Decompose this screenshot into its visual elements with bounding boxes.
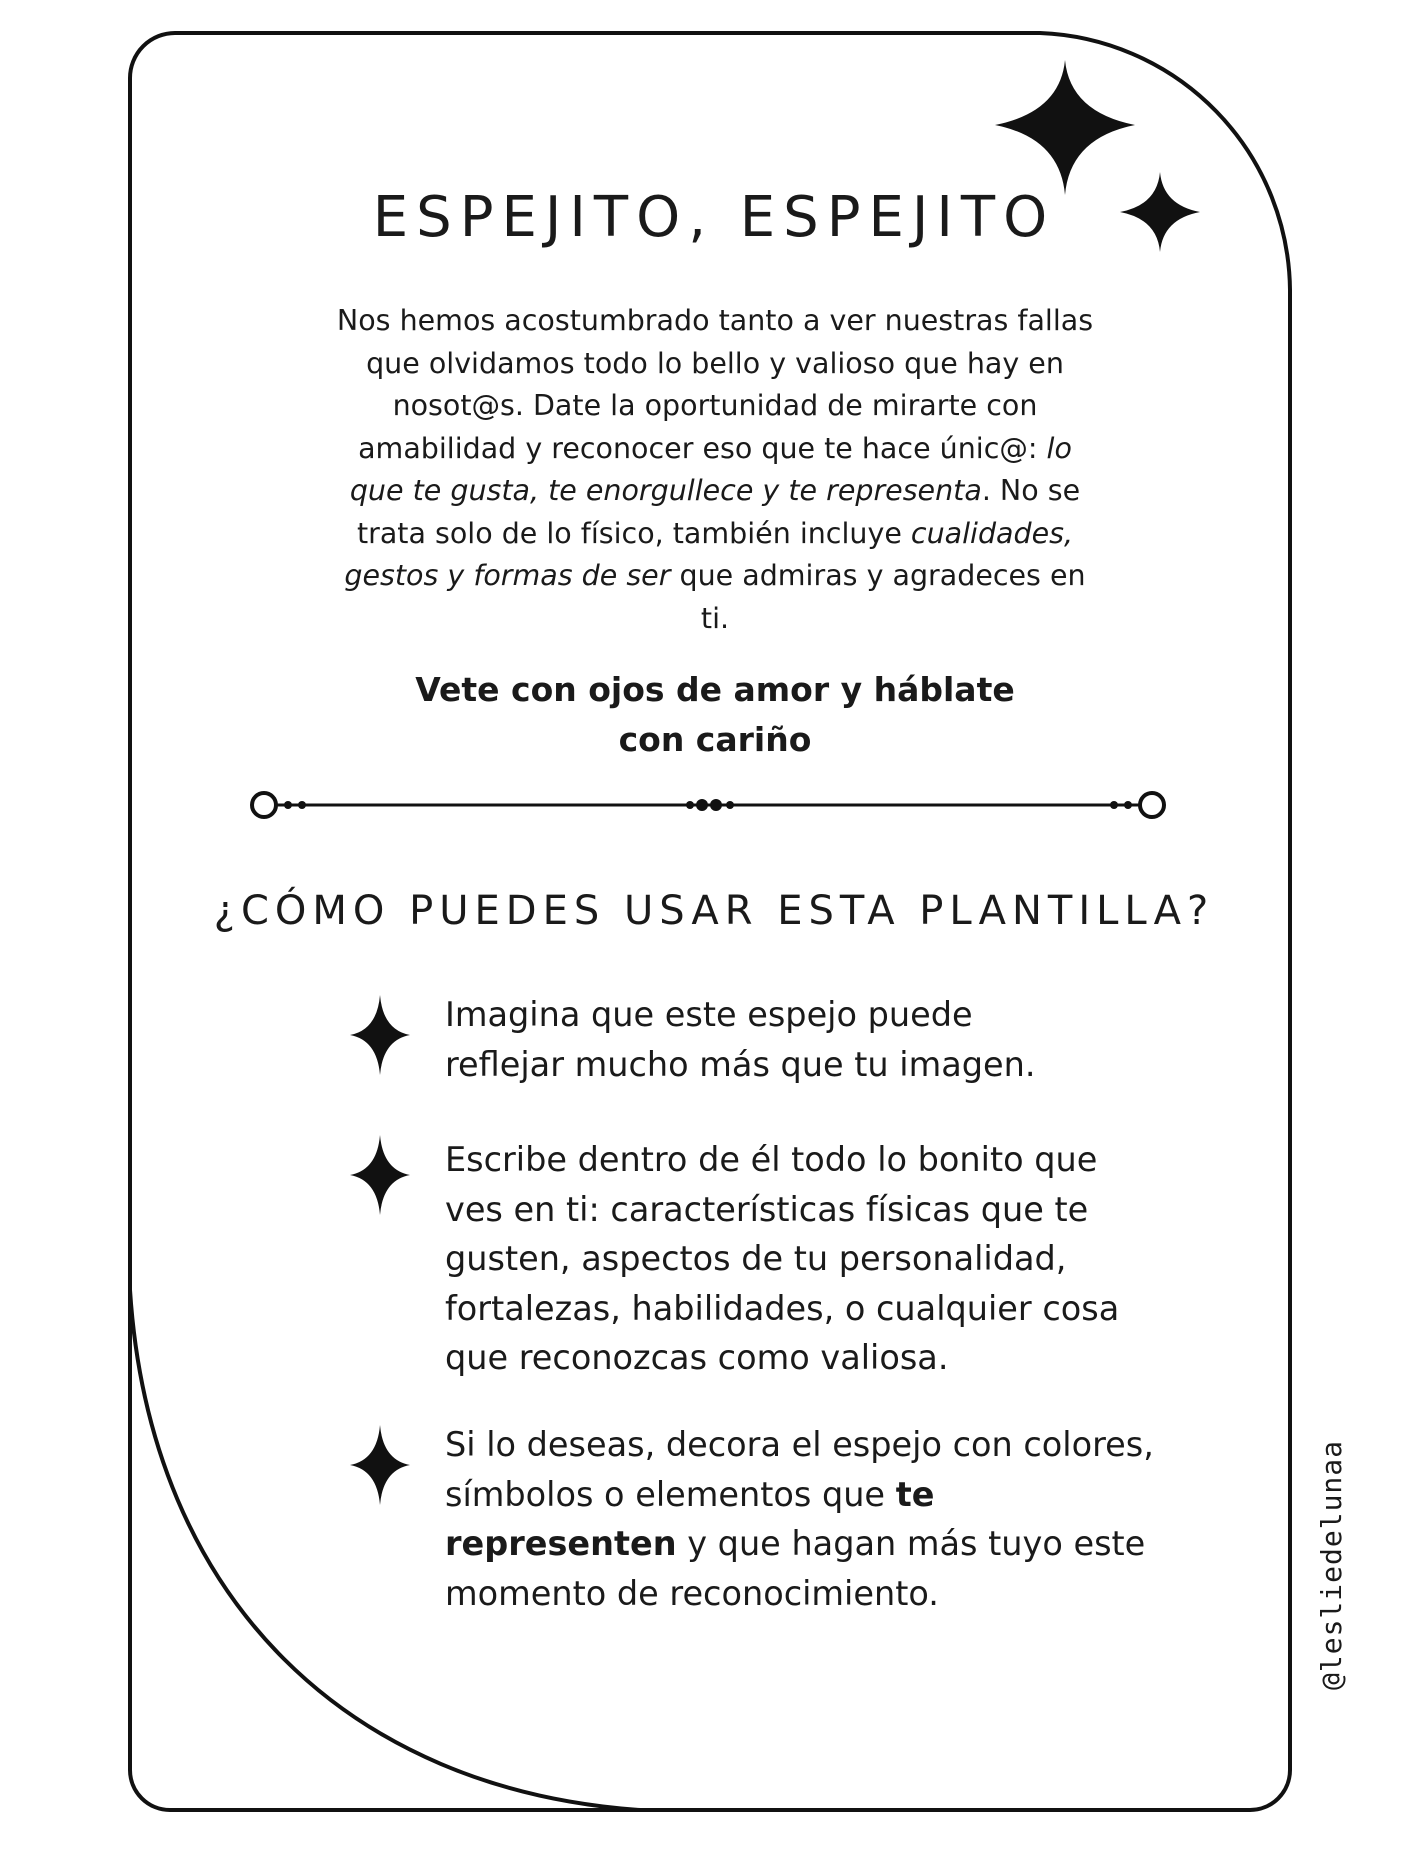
step-3 xyxy=(445,1420,1165,1618)
intro-paragraph xyxy=(330,300,1100,640)
section-title: ¿CÓMO PUEDES USAR ESTA PLANTILLA? xyxy=(213,888,1215,934)
step-3-text-1: Si lo deseas, decora el espejo con colores, símbolos o elementos que xyxy=(445,1425,1154,1514)
four-point-star-icon xyxy=(345,1130,415,1220)
page-title: ESPEJITO, ESPEJITO xyxy=(372,185,1056,250)
intro-text-1: Nos hemos acostumbrado tanto a ver nuestras fallas que olvidamos todo lo bello y valioso que hay en nosot@s. Date la oportunidad de mirarte con amabilidad y reconocer eso que te hace únic@: xyxy=(336,304,1094,465)
four-point-star-icon xyxy=(345,1420,415,1510)
intro-text-3: que admiras y agradeces en ti. xyxy=(670,559,1086,635)
motto xyxy=(370,665,1060,765)
step-3-text-2: y que hagan más tuyo este momento de reconocimiento. xyxy=(445,1524,1146,1613)
step-2: Escribe dentro de él todo lo bonito que ves en ti: características físicas que te gusten, aspectos de tu personalidad, fortalezas, habilidades, o cualquier cosa que reconozcas como valiosa. xyxy=(445,1140,1120,1377)
author-handle: @lesliedelunaa xyxy=(1315,1439,1348,1690)
motto-line-2: con cariño xyxy=(618,720,812,759)
four-point-star-icon xyxy=(345,990,415,1080)
intro-italic-1: lo que te gusta, te enorgullece y te representa xyxy=(349,431,1072,507)
intro-text-2: . No se trata solo de lo físico, también incluye xyxy=(356,474,1081,550)
ornamental-divider xyxy=(252,793,1164,817)
intro-italic-2: cualidades, gestos y formas de ser xyxy=(344,516,1074,592)
step-3-bold: te representen xyxy=(445,1474,935,1563)
motto-line-1: Vete con ojos de amor y háblate xyxy=(415,670,1015,709)
sparkle-large-icon xyxy=(995,60,1135,195)
step-1: Imagina que este espejo puede reflejar mucho más que tu imagen. xyxy=(445,995,1036,1084)
